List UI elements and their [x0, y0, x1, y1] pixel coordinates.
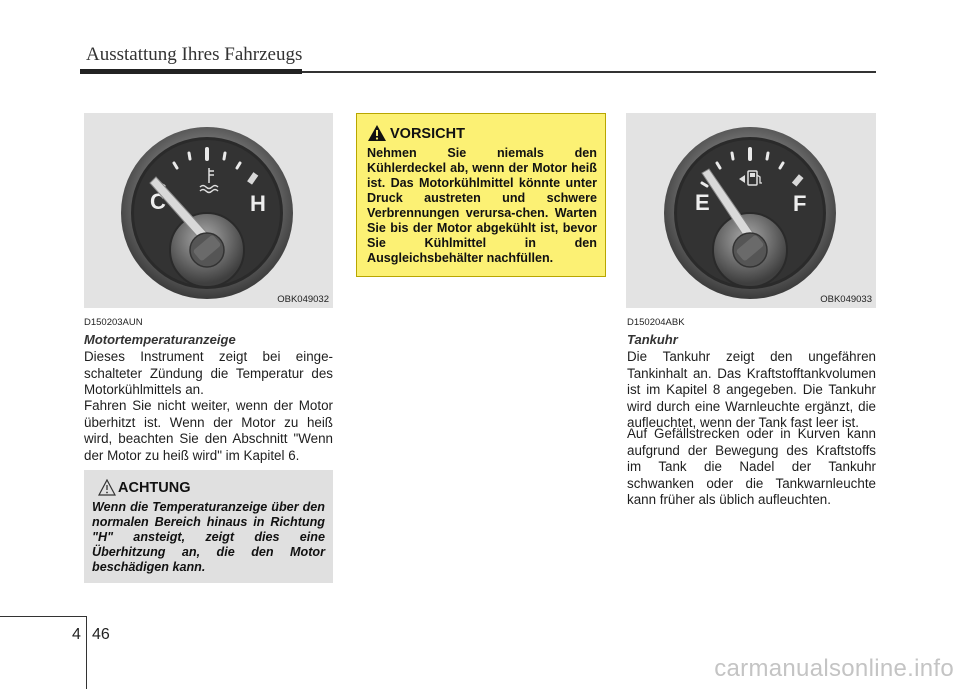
temperature-gauge-figure: [84, 113, 333, 308]
caution-triangle-icon: [98, 479, 116, 496]
page-number: 46: [92, 626, 110, 643]
warning-title: VORSICHT: [390, 126, 465, 142]
warning-box: [356, 113, 606, 277]
section-heading: Motortemperaturanzeige: [84, 332, 236, 347]
gauge-label-hot: H: [250, 191, 266, 216]
paragraph: Die Tankuhr zeigt den ungefähren Tankinhalt an. Das Kraftstofftankvolumen ist im Kapitel 8 angegeben. Die Tankuhr wird durch eine Warnleuchte ergänzt, die aufleuchtet, wenn der Tank fast leer ist.: [627, 349, 876, 430]
fuel-gauge-illustration: [626, 113, 876, 308]
section-code: D150203AUN: [84, 317, 143, 328]
gauge-label-empty: E: [695, 190, 710, 215]
figure-code: OBK049032: [277, 294, 329, 305]
gauge-label-cold: C: [150, 189, 166, 214]
caution-box: [84, 470, 333, 583]
caution-title: ACHTUNG: [118, 480, 191, 496]
paragraph: Fahren Sie nicht weiter, wenn der Motor überhitzt ist. Wenn der Motor zu heiß wird, beachten Sie den Abschnitt "Wenn der Motor zu heiß wird" im Kapitel 6.: [84, 398, 333, 463]
watermark: carmanualsonline.info: [714, 655, 954, 682]
page-header-title: Ausstattung Ihres Fahrzeugs: [86, 44, 303, 65]
header-rule-accent: [80, 69, 302, 74]
caution-text: Wenn die Temperaturanzeige über den normalen Bereich hinaus in Richtung "H" ansteigt, zeigt dies eine Überhitzung an, die den Motor beschädigen kann.: [92, 500, 325, 574]
paragraph: Dieses Instrument zeigt bei einge-schalteter Zündung die Temperatur des Motorkühlmittels an.: [84, 349, 333, 397]
footer-divider: [86, 616, 87, 689]
warning-text: Nehmen Sie niemals den Kühlerdeckel ab, wenn der Motor heiß ist. Das Motorkühlmittel könnte unter Druck austreten und schwere Verbrennungen verursa-chen. Warten Sie bis der Motor abgekühlt ist, bevor Sie Kühlmittel in den Ausgleichsbehälter nachfüllen.: [367, 146, 597, 265]
footer-rule: [0, 616, 86, 617]
warning-triangle-icon: [367, 124, 387, 142]
section-code: D150204ABK: [627, 317, 685, 328]
paragraph: Auf Gefällstrecken oder in Kurven kann aufgrund der Bewegung des Kraftstoffs im Tank die Nadel der Tankuhr schwanken oder die Tankwarnleuchte kann früher als üblich aufleuchten.: [627, 426, 876, 507]
fuel-gauge-figure: [626, 113, 876, 308]
figure-code: OBK049033: [820, 294, 872, 305]
chapter-number: 4: [72, 626, 81, 643]
gauge-label-full: F: [793, 191, 807, 216]
temperature-gauge-illustration: [84, 113, 333, 308]
section-heading: Tankuhr: [627, 332, 678, 347]
